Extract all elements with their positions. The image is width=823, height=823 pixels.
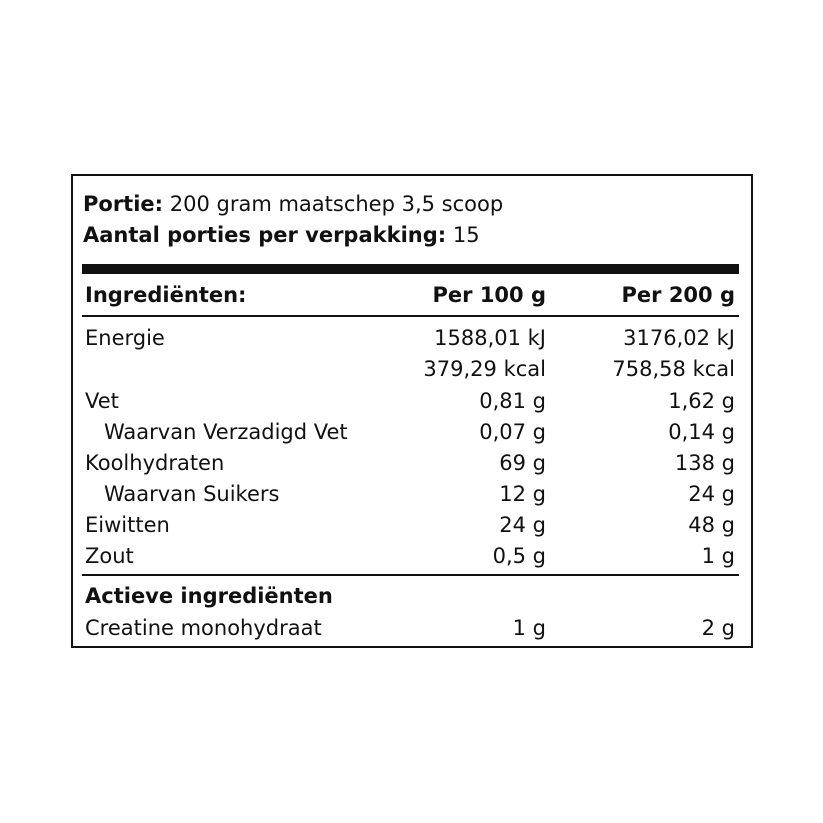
row-value-per-200: 48 g xyxy=(688,513,735,537)
column-header-divider xyxy=(82,315,739,317)
row-value-per-100: 0,07 g xyxy=(479,420,546,444)
row-label-suikers: Waarvan Suikers xyxy=(104,482,280,506)
row-label-zout: Zout xyxy=(85,544,134,568)
portion-value: 200 gram maatschep 3,5 scoop xyxy=(163,192,504,216)
row-value-per-200: 1,62 g xyxy=(668,389,735,413)
row-value-per-100: 69 g xyxy=(499,451,546,475)
row-value-per-100: 12 g xyxy=(499,482,546,506)
column-header-ingredients: Ingrediënten: xyxy=(85,283,247,307)
row-value-per-200: 138 g xyxy=(674,451,735,475)
row-value-per-200: 3176,02 kJ xyxy=(623,326,735,350)
servings-value: 15 xyxy=(446,223,480,247)
row-label-koolhydraten: Koolhydraten xyxy=(85,451,225,475)
row-value-per-100: 0,5 g xyxy=(492,544,546,568)
portion-line xyxy=(83,190,503,218)
servings-line xyxy=(83,221,480,249)
active-section-divider xyxy=(82,574,739,576)
servings-label: Aantal porties per verpakking: xyxy=(83,223,447,247)
row-value-per-100: 24 g xyxy=(499,513,546,537)
row-value-per-200: 1 g xyxy=(701,544,735,568)
header-divider xyxy=(82,264,739,274)
row-value-per-100: 0,81 g xyxy=(479,389,546,413)
row-label-verzadigd-vet: Waarvan Verzadigd Vet xyxy=(104,420,348,444)
active-ingredients-title: Actieve ingrediënten xyxy=(85,584,333,608)
portion-label: Portie: xyxy=(83,192,164,216)
column-header-per-200: Per 200 g xyxy=(621,283,735,307)
row-label-vet: Vet xyxy=(85,389,119,413)
row-value-per-100: 379,29 kcal xyxy=(423,357,546,381)
row-label-creatine: Creatine monohydraat xyxy=(85,616,322,640)
row-label-eiwitten: Eiwitten xyxy=(85,513,170,537)
row-label-energie: Energie xyxy=(85,326,165,350)
row-value-per-200: 24 g xyxy=(688,482,735,506)
row-value-per-200: 758,58 kcal xyxy=(612,357,735,381)
row-value-per-200: 2 g xyxy=(701,616,735,640)
column-header-per-100: Per 100 g xyxy=(432,283,546,307)
row-value-per-100: 1588,01 kJ xyxy=(434,326,546,350)
row-value-per-200: 0,14 g xyxy=(668,420,735,444)
row-value-per-100: 1 g xyxy=(512,616,546,640)
